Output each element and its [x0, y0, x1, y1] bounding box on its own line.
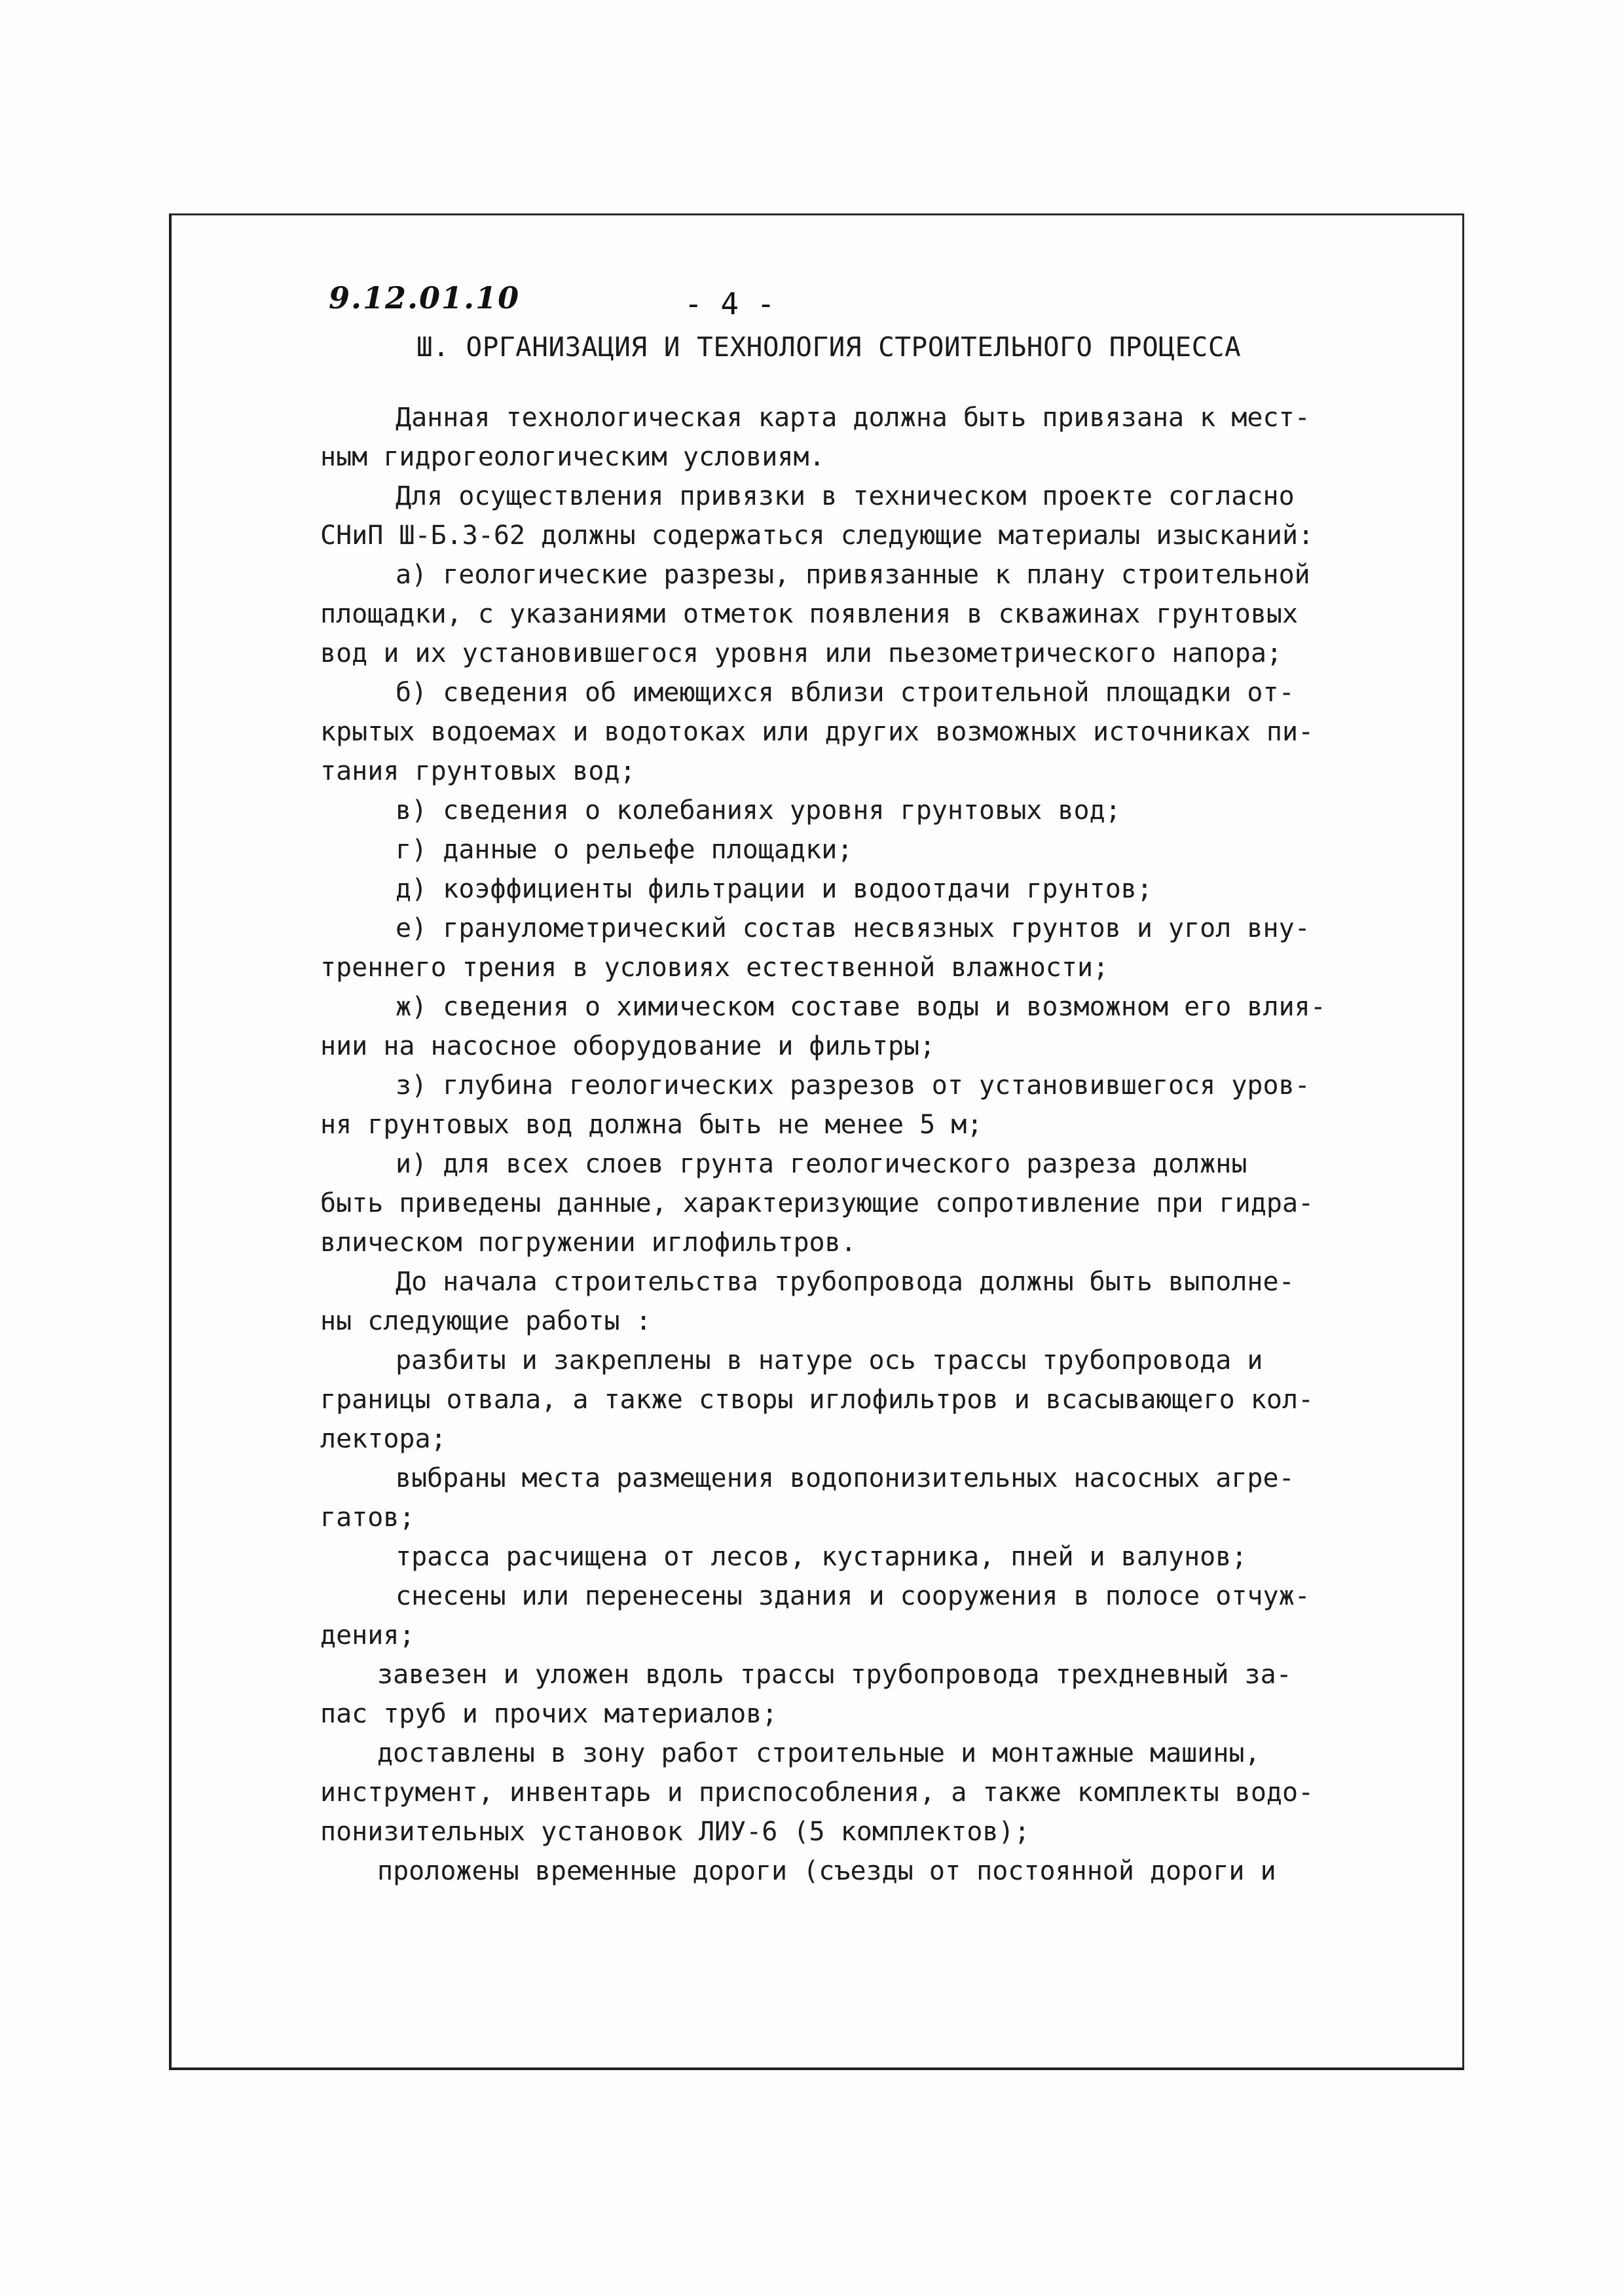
text-line: крытых водоемах и водотоках или других возможных источниках пи- — [320, 717, 1314, 747]
text-line: ным гидрогеологическим условиям. — [320, 442, 825, 472]
text-line: б) сведения об имеющихся вблизи строительной площадки от- — [396, 678, 1295, 708]
text-line: Данная технологическая карта должна быть привязана к мест- — [396, 403, 1310, 433]
text-line: разбиты и закреплены в натуре ось трассы трубопровода и — [396, 1345, 1263, 1376]
text-line: пас труб и прочих материалов; — [320, 1699, 778, 1729]
text-line: доставлены в зону работ строительные и монтажные машины, — [377, 1738, 1261, 1768]
text-line: выбраны места размещения водопонизительных насосных агре- — [396, 1463, 1295, 1493]
page-number: - 4 - — [684, 286, 775, 321]
text-line: проложены временные дороги (съезды от постоянной дороги и — [377, 1856, 1276, 1886]
text-line: снесены или перенесены здания и сооружения в полосе отчуж- — [396, 1581, 1310, 1611]
text-line: влическом погружении иглофильтров. — [320, 1228, 857, 1258]
text-line: з) глубина геологических разрезов от установившегося уров- — [396, 1070, 1310, 1101]
text-line: в) сведения о колебаниях уровня грунтовых вод; — [396, 795, 1121, 826]
document-code: 9.12.01.10 — [329, 280, 521, 316]
text-line: вод и их установившегося уровня или пьезометрического напора; — [320, 638, 1283, 668]
text-line: ж) сведения о химическом составе воды и возможном его влия- — [396, 992, 1326, 1022]
text-line: трасса расчищена от лесов, кустарника, пней и валунов; — [396, 1542, 1247, 1572]
text-line: До начала строительства трубопровода должны быть выполне- — [396, 1267, 1295, 1297]
text-line: и) для всех слоев грунта геологического разреза должны — [396, 1149, 1247, 1179]
text-line: а) геологические разрезы, привязанные к плану строительной — [396, 560, 1310, 590]
text-line: тания грунтовых вод; — [320, 756, 636, 786]
text-line: ны следующие работы : — [320, 1306, 652, 1336]
text-line: лектора; — [320, 1424, 447, 1454]
text-line: Для осуществления привязки в техническом проекте согласно — [396, 481, 1295, 511]
text-line: треннего трения в условиях естественной влажности; — [320, 953, 1109, 983]
text-line: быть приведены данные, характеризующие сопротивление при гидра- — [320, 1188, 1314, 1218]
text-line: гатов; — [320, 1503, 415, 1533]
text-line: ня грунтовых вод должна быть не менее 5 м; — [320, 1110, 983, 1140]
text-line: понизительных установок ЛИУ-6 (5 комплектов); — [320, 1817, 1030, 1847]
text-line: границы отвала, а также створы иглофильтров и всасывающего кол- — [320, 1385, 1314, 1415]
text-line: СНиП Ш-Б.3-62 должны содержаться следующие материалы изысканий: — [320, 520, 1314, 551]
text-line: площадки, с указаниями отметок появления в скважинах грунтовых — [320, 599, 1299, 629]
text-line: е) гранулометрический состав несвязных грунтов и угол вну- — [396, 913, 1310, 943]
text-line: нии на насосное оборудование и фильтры; — [320, 1031, 936, 1061]
section-heading: Ш. ОРГАНИЗАЦИЯ И ТЕХНОЛОГИЯ СТРОИТЕЛЬНОГО ПРОЦЕССА — [416, 331, 1242, 363]
text-line: д) коэффициенты фильтрации и водоотдачи грунтов; — [396, 874, 1153, 904]
text-line: г) данные о рельефе площадки; — [396, 835, 853, 865]
text-line: дения; — [320, 1620, 415, 1650]
text-line: завезен и уложен вдоль трассы трубопровода трехдневный за- — [377, 1660, 1292, 1690]
text-line: инструмент, инвентарь и приспособления, а также комплекты водо- — [320, 1777, 1314, 1808]
